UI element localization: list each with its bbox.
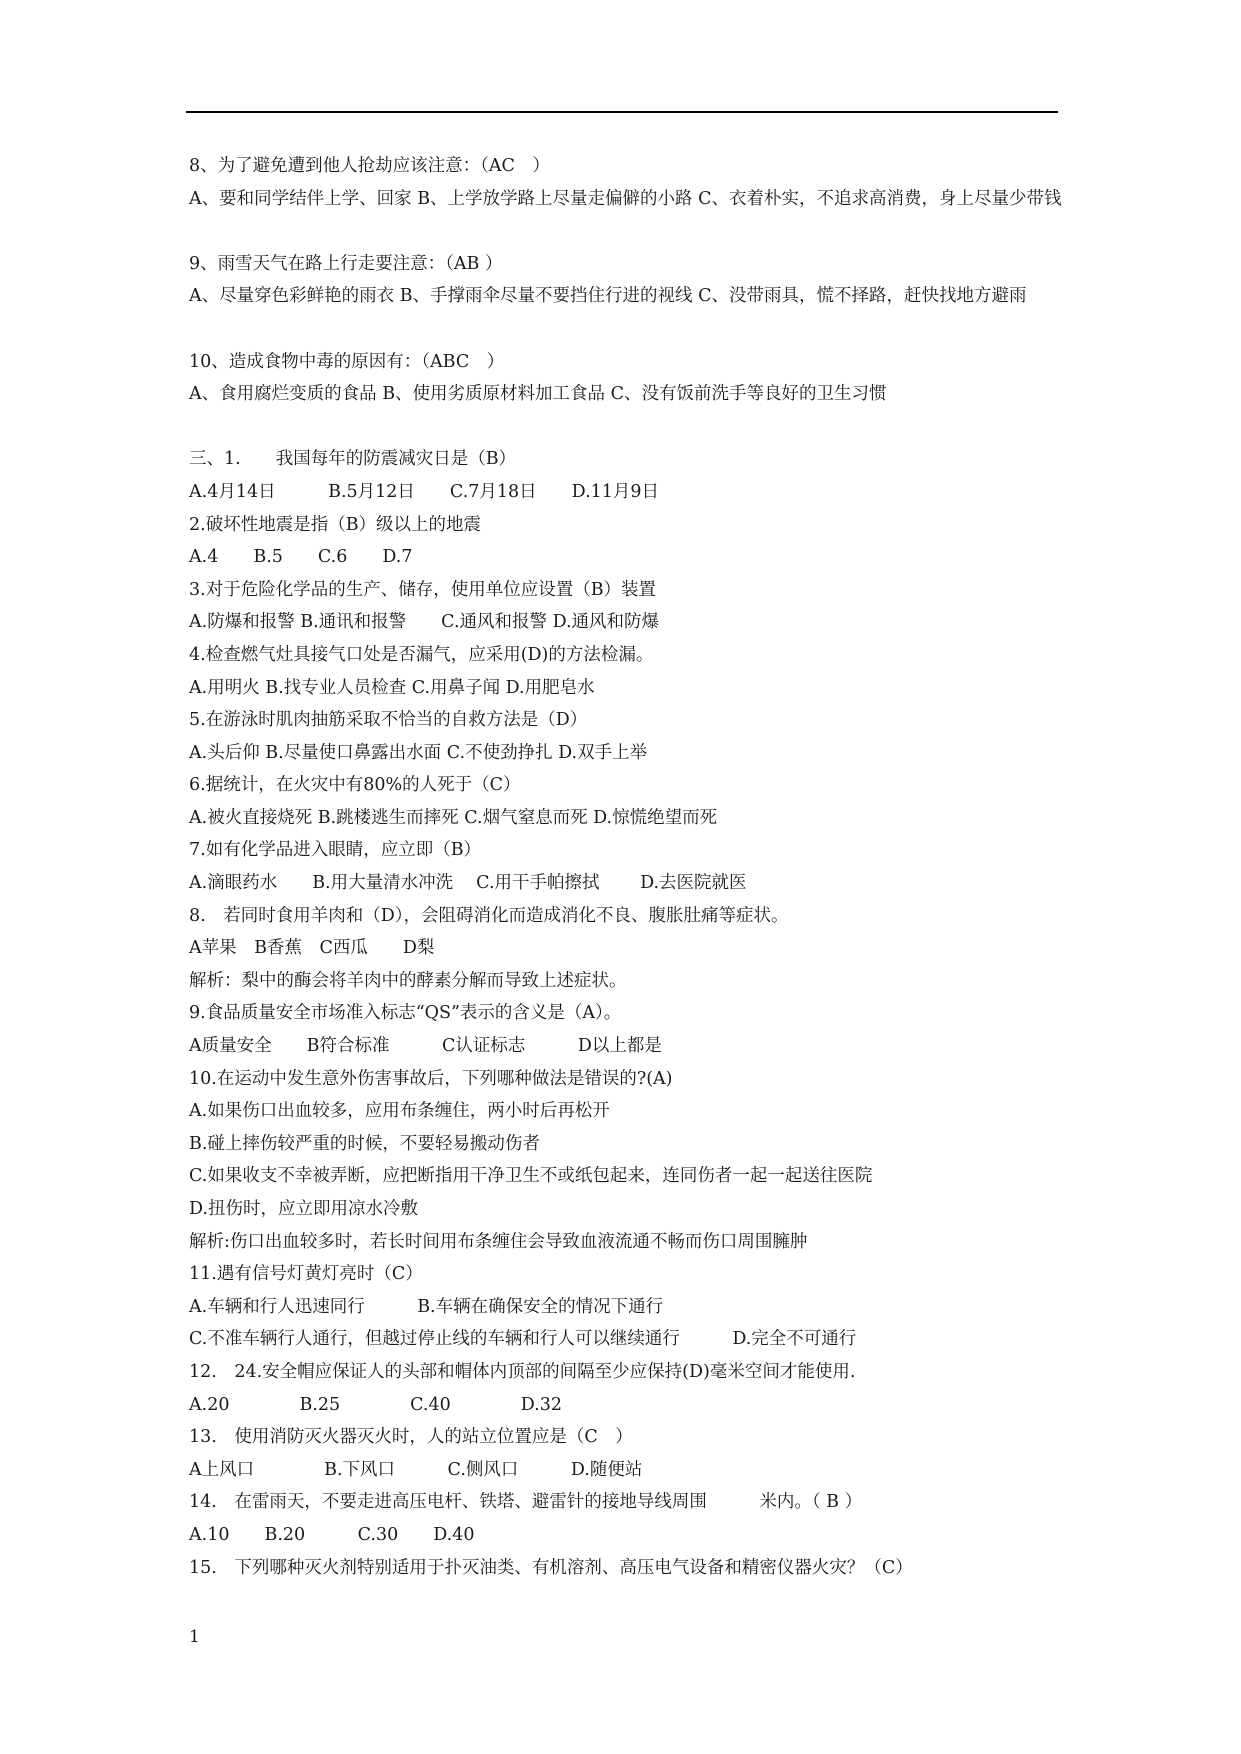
question-s3-4: 4.检查燃气灶具接气口处是否漏气，应采用(D)的方法检漏。 bbox=[189, 644, 654, 665]
header-rule bbox=[186, 111, 1058, 113]
question-s3-1: 三、1. 我国每年的防震减灾日是（B） bbox=[189, 449, 517, 470]
analysis-s3-10: 解析:伤口出血较多时，若长时间用布条缠住会导致血液流通不畅而伤口周围臃肿 bbox=[189, 1231, 808, 1252]
options-s2-10: A、食用腐烂变质的食品 B、使用劣质原材料加工食品 C、没有饭前洗手等良好的卫生习惯 bbox=[189, 384, 887, 405]
options-s3-13: A上风口 B.下风口 C.侧风口 D.随便站 bbox=[189, 1459, 643, 1480]
page-number: 1 bbox=[189, 1627, 200, 1647]
question-s3-7: 7.如有化学品进入眼睛，应立即（B） bbox=[189, 840, 482, 861]
question-s3-10: 10.在运动中发生意外伤害事故后，下列哪种做法是错误的?(A) bbox=[189, 1068, 673, 1089]
options-s3-12: A.20 B.25 C.40 D.32 bbox=[189, 1394, 562, 1415]
options-s3-9: A质量安全 B符合标准 C认证标志 D以上都是 bbox=[189, 1036, 662, 1057]
options-s3-3: A.防爆和报警 B.通讯和报警 C.通风和报警 D.通风和防爆 bbox=[189, 612, 660, 633]
analysis-s3-8: 解析：梨中的酶会将羊肉中的酵素分解而导致上述症状。 bbox=[189, 970, 627, 991]
question-s3-15: 15. 下列哪种灭火剂特别适用于扑灭油类、有机溶剂、高压电气设备和精密仪器火灾？（C） bbox=[189, 1557, 913, 1578]
options-s3-5: A.头后仰 B.尽量使口鼻露出水面 C.不使劲挣扎 D.双手上举 bbox=[189, 742, 648, 763]
document-body bbox=[189, 150, 1069, 1584]
question-s3-13: 13. 使用消防灭火器灭火时，人的站立位置应是（C ） bbox=[189, 1427, 633, 1448]
options-s3-11-ab: A.车辆和行人迅速同行 B.车辆在确保安全的情况下通行 bbox=[189, 1296, 664, 1317]
option-s3-10-b: B.碰上摔伤较严重的时候，不要轻易搬动伤者 bbox=[189, 1133, 540, 1154]
options-s3-4: A.用明火 B.找专业人员检查 C.用鼻子闻 D.用肥皂水 bbox=[189, 677, 595, 698]
option-s3-10-d: D.扭伤时，应立即用凉水冷敷 bbox=[189, 1199, 418, 1219]
options-s3-8: A苹果 B香蕉 C西瓜 D梨 bbox=[189, 938, 435, 959]
options-s2-9: A、尽量穿色彩鲜艳的雨衣 B、手撑雨伞尽量不要挡住行进的视线 C、没带雨具，慌不择路，赶快找地方避雨 bbox=[189, 286, 1027, 307]
option-s3-10-a: A.如果伤口出血较多，应用布条缠住，两小时后再松开 bbox=[189, 1101, 610, 1122]
options-s2-8: A、要和同学结伴上学、回家 B、上学放学路上尽量走偏僻的小路 C、衣着朴实，不追求高消费，身上尽量少带钱 bbox=[189, 188, 1062, 209]
question-s2-10: 10、造成食物中毒的原因有：（ABC ） bbox=[189, 351, 505, 372]
question-s3-5: 5.在游泳时肌肉抽筋采取不恰当的自救方法是（D） bbox=[189, 710, 588, 731]
question-s3-11: 11.遇有信号灯黄灯亮时（C） bbox=[189, 1264, 423, 1285]
question-s3-3: 3.对于危险化学品的生产、储存，使用单位应设置（B）装置 bbox=[189, 579, 657, 600]
options-s3-6: A.被火直接烧死 B.跳楼逃生而摔死 C.烟气窒息而死 D.惊慌绝望而死 bbox=[189, 807, 718, 828]
question-s2-8: 8、为了避免遭到他人抢劫应该注意：（AC ） bbox=[189, 156, 550, 176]
option-s3-10-c: C.如果收支不幸被弄断，应把断指用干净卫生不或纸包起来，连同伤者一起一起送往医院 bbox=[189, 1166, 873, 1187]
options-s3-11-cd: C.不准车辆行人通行，但越过停止线的车辆和行人可以继续通行 D.完全不可通行 bbox=[189, 1329, 857, 1350]
question-s3-9: 9.食品质量安全市场准入标志“QS”表示的含义是（A）。 bbox=[189, 1003, 622, 1024]
question-s3-14: 14. 在雷雨天，不要走进高压电杆、铁塔、避雷针的接地导线周围 米内。（ B ） bbox=[189, 1492, 863, 1513]
question-s3-8: 8. 若同时食用羊肉和（D），会阻碍消化而造成消化不良、腹胀肚痛等症状。 bbox=[189, 905, 789, 926]
question-s3-2: 2.破坏性地震是指（B）级以上的地震 bbox=[189, 514, 482, 535]
options-s3-14: A.10 B.20 C.30 D.40 bbox=[189, 1524, 475, 1545]
options-s3-2: A.4 B.5 C.6 D.7 bbox=[189, 547, 413, 568]
question-s3-12: 12. 24.安全帽应保证人的头部和帽体内顶部的间隔至少应保持(D)毫米空间才能使用. bbox=[189, 1361, 856, 1382]
options-s3-7: A.滴眼药水 B.用大量清水冲洗 C.用干手帕擦拭 D.去医院就医 bbox=[189, 873, 747, 894]
question-s2-9: 9、雨雪天气在路上行走要注意：（AB ） bbox=[189, 253, 503, 274]
options-s3-1: A.4月14日 B.5月12日 C.7月18日 D.11月9日 bbox=[189, 481, 660, 502]
blank-line bbox=[189, 411, 1069, 444]
question-s3-6: 6.据统计，在火灾中有80%的人死于（C） bbox=[189, 775, 521, 796]
